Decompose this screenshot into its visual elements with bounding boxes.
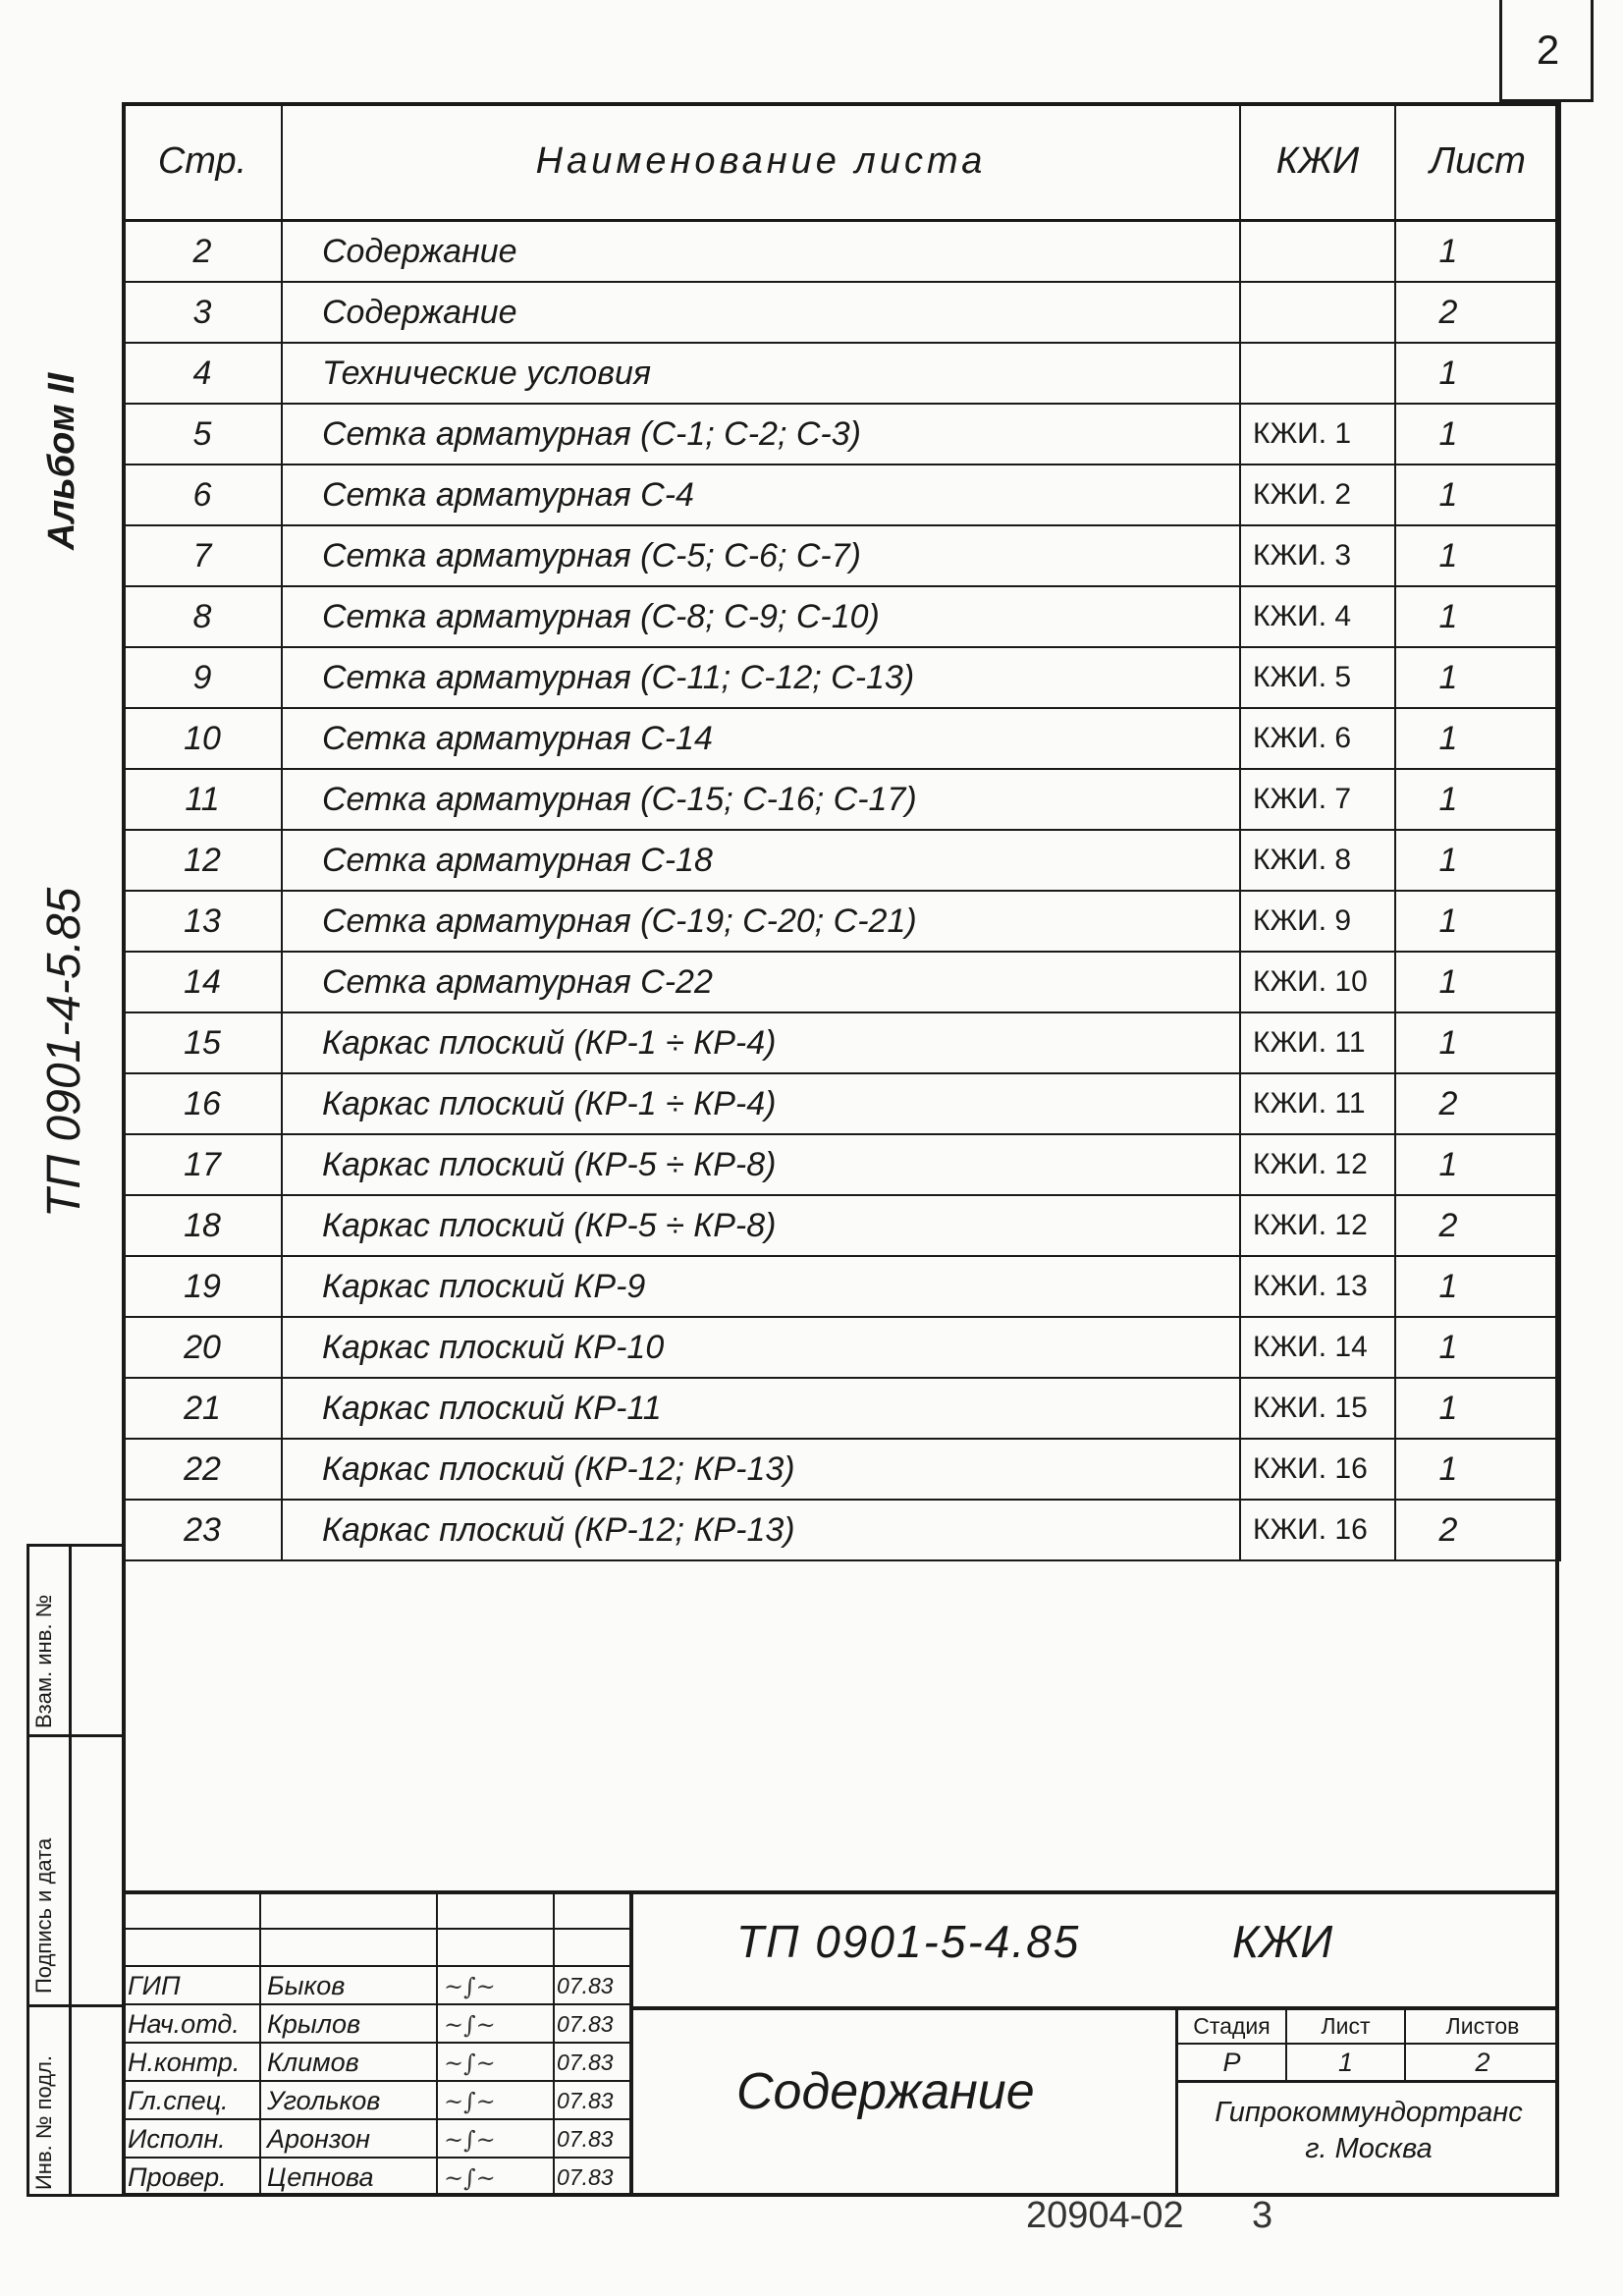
signature-name: Цепнова	[267, 2162, 374, 2192]
row-page: 12	[123, 830, 282, 891]
row-name: Каркас плоский КР-11	[282, 1378, 1240, 1439]
row-sheet: 2	[1395, 1500, 1560, 1560]
stage-label: Стадия	[1193, 2013, 1271, 2039]
signature-role: ГИП	[128, 1971, 181, 2000]
row-page: 4	[123, 343, 282, 404]
signature-name: Крылов	[267, 2009, 361, 2039]
sheet-value: 1	[1337, 2047, 1354, 2077]
archive-number: 20904-02	[1026, 2195, 1184, 2236]
signature-date: 07.83	[557, 1973, 614, 1998]
row-code	[1240, 282, 1395, 343]
header-page: Стр.	[123, 103, 282, 221]
title-doc-code: ТП 0901-5-4.85	[736, 1916, 1081, 1967]
row-code: КЖИ. 4	[1240, 586, 1395, 647]
row-code: КЖИ. 8	[1240, 830, 1395, 891]
table-row	[123, 1317, 1560, 1378]
row-code: КЖИ. 7	[1240, 769, 1395, 830]
row-sheet: 1	[1395, 830, 1560, 891]
row-name: Технические условия	[282, 343, 1240, 404]
row-name: Сетка арматурная С-4	[282, 465, 1240, 525]
row-code	[1240, 343, 1395, 404]
row-name: Сетка арматурная (С-15; С-16; С-17)	[282, 769, 1240, 830]
table-row	[123, 586, 1560, 647]
row-sheet: 1	[1395, 221, 1560, 283]
row-code: КЖИ. 11	[1240, 1012, 1395, 1073]
row-sheet: 1	[1395, 952, 1560, 1012]
table-row	[123, 1500, 1560, 1560]
row-code: КЖИ. 11	[1240, 1073, 1395, 1134]
row-name: Сетка арматурная (С-19; С-20; С-21)	[282, 891, 1240, 952]
row-page: 3	[123, 282, 282, 343]
table-row	[123, 1134, 1560, 1195]
header-name: Наименование листа	[282, 103, 1240, 221]
row-code: КЖИ. 12	[1240, 1195, 1395, 1256]
row-name: Каркас плоский (КР-5 ÷ КР-8)	[282, 1195, 1240, 1256]
sheets-label: Листов	[1445, 2013, 1520, 2039]
row-page: 15	[123, 1012, 282, 1073]
empty-area	[123, 1560, 1560, 1882]
table-row	[123, 830, 1560, 891]
row-page: 20	[123, 1317, 282, 1378]
sheet-title: Содержание	[736, 2063, 1035, 2120]
handwritten-signature: ~∫~	[444, 2087, 496, 2115]
signature-date: 07.83	[557, 2164, 614, 2190]
row-sheet: 1	[1395, 769, 1560, 830]
row-page: 13	[123, 891, 282, 952]
table-row	[123, 647, 1560, 708]
handwritten-signature: ~∫~	[444, 2125, 496, 2154]
signature-role: Провер.	[128, 2162, 227, 2192]
row-page: 14	[123, 952, 282, 1012]
row-sheet: 1	[1395, 343, 1560, 404]
row-page: 9	[123, 647, 282, 708]
row-sheet: 1	[1395, 1439, 1560, 1500]
stamp-label-signature: Подпись и дата	[31, 1837, 56, 1994]
row-sheet: 1	[1395, 891, 1560, 952]
sheets-value: 2	[1475, 2047, 1490, 2077]
signature-role: Исполн.	[128, 2124, 226, 2154]
row-name: Каркас плоский КР-10	[282, 1317, 1240, 1378]
row-sheet: 2	[1395, 1073, 1560, 1134]
row-name: Каркас плоский КР-9	[282, 1256, 1240, 1317]
table-row	[123, 1256, 1560, 1317]
album-label: Альбом II	[41, 372, 82, 550]
handwritten-signature: ~∫~	[444, 2010, 496, 2039]
row-name: Сетка арматурная (С-1; С-2; С-3)	[282, 404, 1240, 465]
signature-date: 07.83	[557, 2126, 614, 2152]
row-page: 16	[123, 1073, 282, 1134]
margin-doc-code: ТП 0901-4-5.85	[38, 887, 90, 1218]
row-sheet: 2	[1395, 282, 1560, 343]
stage-value: Р	[1222, 2047, 1241, 2077]
row-name: Содержание	[282, 221, 1240, 283]
row-page: 23	[123, 1500, 282, 1560]
stamp-label-inventory: Инв. № подл.	[31, 2054, 56, 2190]
row-sheet: 1	[1395, 1256, 1560, 1317]
table-row	[123, 708, 1560, 769]
row-page: 8	[123, 586, 282, 647]
signature-name: Быков	[267, 1971, 346, 2000]
row-name: Сетка арматурная (С-8; С-9; С-10)	[282, 586, 1240, 647]
contents-table	[122, 102, 1561, 1882]
row-page: 18	[123, 1195, 282, 1256]
row-code: КЖИ. 15	[1240, 1378, 1395, 1439]
table-header-row	[123, 103, 1560, 221]
header-code: КЖИ	[1240, 103, 1395, 221]
row-code: КЖИ. 12	[1240, 1134, 1395, 1195]
row-sheet: 1	[1395, 1378, 1560, 1439]
signature-role: Нач.отд.	[128, 2009, 240, 2039]
row-code: КЖИ. 3	[1240, 525, 1395, 586]
row-code: КЖИ. 14	[1240, 1317, 1395, 1378]
table-row	[123, 769, 1560, 830]
signature-name: Угольков	[267, 2086, 381, 2115]
row-code: КЖИ. 1	[1240, 404, 1395, 465]
row-sheet: 1	[1395, 1134, 1560, 1195]
page-number: 2	[1536, 26, 1560, 73]
row-sheet: 1	[1395, 647, 1560, 708]
row-name: Каркас плоский (КР-5 ÷ КР-8)	[282, 1134, 1240, 1195]
row-page: 11	[123, 769, 282, 830]
signature-name: Климов	[267, 2048, 359, 2077]
page-number-box	[1499, 0, 1594, 102]
signature-name: Аронзон	[267, 2124, 371, 2154]
row-sheet: 1	[1395, 586, 1560, 647]
row-name: Каркас плоский (КР-1 ÷ КР-4)	[282, 1073, 1240, 1134]
row-name: Сетка арматурная (С-11; С-12; С-13)	[282, 647, 1240, 708]
row-name: Каркас плоский (КР-12; КР-13)	[282, 1500, 1240, 1560]
row-sheet: 1	[1395, 708, 1560, 769]
table-row	[123, 343, 1560, 404]
row-sheet: 1	[1395, 404, 1560, 465]
row-code: КЖИ. 13	[1240, 1256, 1395, 1317]
row-page: 19	[123, 1256, 282, 1317]
signature-date: 07.83	[557, 2088, 614, 2113]
row-page: 21	[123, 1378, 282, 1439]
row-name: Сетка арматурная С-22	[282, 952, 1240, 1012]
frame-line	[1591, 0, 1594, 102]
table-row	[123, 525, 1560, 586]
row-code: КЖИ. 2	[1240, 465, 1395, 525]
table-row	[123, 1073, 1560, 1134]
table-row	[123, 404, 1560, 465]
row-code: КЖИ. 16	[1240, 1439, 1395, 1500]
row-sheet: 1	[1395, 465, 1560, 525]
table-row	[123, 282, 1560, 343]
sheet-label: Лист	[1321, 2013, 1371, 2039]
row-sheet: 1	[1395, 525, 1560, 586]
row-code: КЖИ. 9	[1240, 891, 1395, 952]
row-code: КЖИ. 5	[1240, 647, 1395, 708]
row-page: 2	[123, 221, 282, 283]
table-row	[123, 465, 1560, 525]
row-sheet: 1	[1395, 1317, 1560, 1378]
table-row	[123, 1012, 1560, 1073]
handwritten-signature: ~∫~	[444, 2163, 496, 2192]
signature-date: 07.83	[557, 2011, 614, 2037]
row-name: Сетка арматурная (С-5; С-6; С-7)	[282, 525, 1240, 586]
archive-page: 3	[1252, 2195, 1273, 2236]
signature-role: Гл.спец.	[128, 2086, 229, 2115]
handwritten-signature: ~∫~	[444, 1972, 496, 2000]
row-page: 22	[123, 1439, 282, 1500]
row-name: Каркас плоский (КР-12; КР-13)	[282, 1439, 1240, 1500]
table-body	[123, 221, 1560, 1883]
row-page: 7	[123, 525, 282, 586]
row-code	[1240, 221, 1395, 283]
city: г. Москва	[1305, 2133, 1433, 2164]
row-name: Сетка арматурная С-18	[282, 830, 1240, 891]
table-row	[123, 891, 1560, 952]
signature-date: 07.83	[557, 2050, 614, 2075]
row-page: 5	[123, 404, 282, 465]
row-code: КЖИ. 10	[1240, 952, 1395, 1012]
row-name: Содержание	[282, 282, 1240, 343]
table-row	[123, 1378, 1560, 1439]
row-page: 10	[123, 708, 282, 769]
row-name: Каркас плоский (КР-1 ÷ КР-4)	[282, 1012, 1240, 1073]
signature-role: Н.контр.	[128, 2048, 241, 2077]
row-sheet: 2	[1395, 1195, 1560, 1256]
table-row	[123, 1439, 1560, 1500]
row-name: Сетка арматурная С-14	[282, 708, 1240, 769]
table-row	[123, 952, 1560, 1012]
stamp-label-replace: Взам. инв. №	[31, 1594, 56, 1728]
row-code: КЖИ. 16	[1240, 1500, 1395, 1560]
row-sheet: 1	[1395, 1012, 1560, 1073]
row-page: 17	[123, 1134, 282, 1195]
table-row	[123, 221, 1560, 283]
row-page: 6	[123, 465, 282, 525]
table-row	[123, 1195, 1560, 1256]
row-code: КЖИ. 6	[1240, 708, 1395, 769]
empty-row	[123, 1560, 1560, 1882]
handwritten-signature: ~∫~	[444, 2049, 496, 2077]
title-doc-type: КЖИ	[1232, 1916, 1333, 1967]
organization: Гипрокоммундортранс	[1215, 2097, 1523, 2128]
header-sheet: Лист	[1395, 103, 1560, 221]
